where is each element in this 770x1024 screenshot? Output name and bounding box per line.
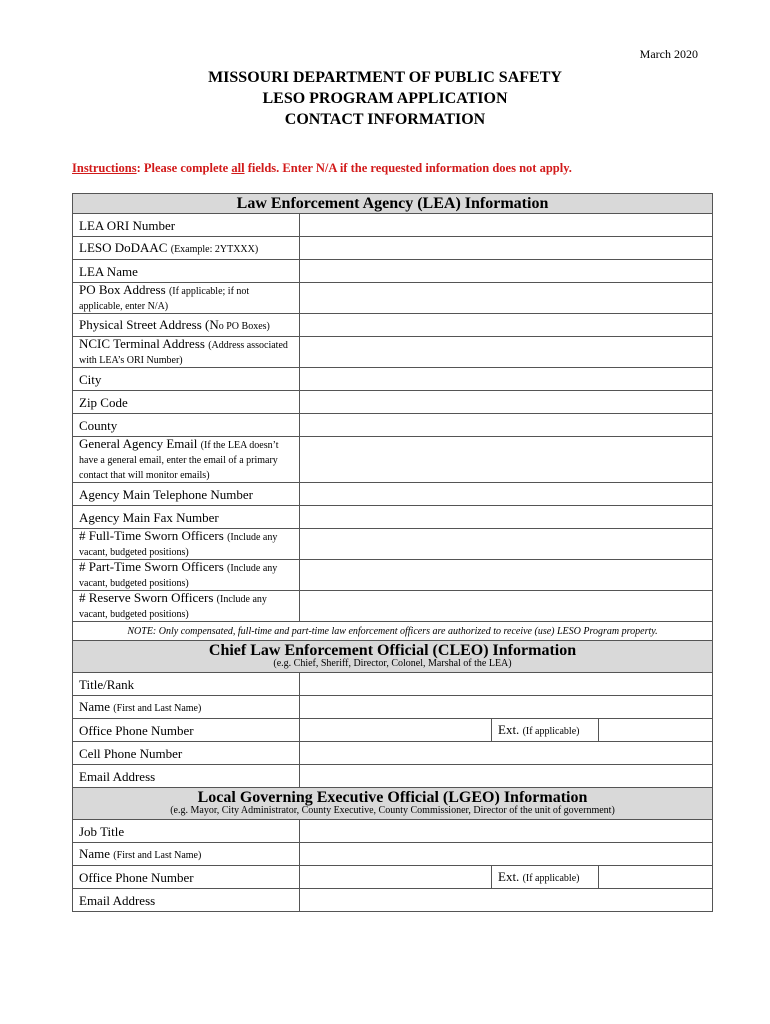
instructions-part2: fields. Enter N/A if the requested information does not apply. — [244, 161, 572, 175]
label-note: (First and Last Name) — [113, 702, 202, 714]
label-main: LEA ORI Number — [79, 217, 176, 233]
form-row — [73, 414, 713, 437]
county-field[interactable] — [300, 414, 713, 437]
field-label — [73, 529, 300, 560]
label-main: Agency Main Telephone Number — [79, 486, 253, 502]
agency-main-telephone-field[interactable] — [300, 483, 713, 506]
lea-ori-number-field[interactable] — [300, 214, 713, 237]
instructions-emphasis: all — [231, 161, 245, 175]
city-field[interactable] — [300, 368, 713, 391]
form-row — [73, 843, 713, 866]
cleo-title-rank-field[interactable] — [300, 673, 713, 696]
label-main: # Part-Time Sworn Officers — [79, 559, 228, 574]
label-main: General Agency Email — [79, 436, 201, 451]
label-main: LEA Name — [79, 263, 138, 279]
form-row — [73, 820, 713, 843]
label-note: (If the LEA doesn’t have a general email, enter the email of a primary contact that will monitor emails) — [79, 440, 279, 481]
field-label — [73, 314, 300, 337]
label-main: Ext. — [498, 721, 523, 737]
label-main: LESO DoDAAC — [79, 239, 171, 255]
field-label: Office Phone Number — [73, 719, 300, 742]
lgeo-office-phone-field[interactable] — [300, 866, 492, 889]
lea-name-field[interactable] — [300, 260, 713, 283]
field-label: Office Phone Number — [73, 866, 300, 889]
field-label — [73, 506, 300, 529]
title-line-2: LESO PROGRAM APPLICATION — [262, 90, 508, 107]
label-main: County — [79, 417, 118, 433]
field-label — [73, 696, 300, 719]
cleo-email-field[interactable] — [300, 765, 713, 788]
lea-note: NOTE: Only compensated, full-time and part-time law enforcement officers are authorized to receive (use) LESO Program property. — [73, 622, 713, 641]
label-note: (Include any vacant, budgeted positions) — [79, 563, 278, 589]
field-label — [73, 483, 300, 506]
lea-note-row — [73, 622, 713, 641]
form-row — [73, 337, 713, 368]
label-main: # Full-Time Sworn Officers — [79, 528, 228, 543]
field-label: Cell Phone Number — [73, 742, 300, 765]
lgeo-name-field[interactable] — [300, 843, 713, 866]
label-main: Agency Main Fax Number — [79, 509, 219, 525]
cleo-heading: Chief Law Enforcement Official (CLEO) Information — [208, 642, 577, 659]
field-label — [73, 591, 300, 622]
document-title — [0, 67, 770, 130]
form-row — [73, 889, 713, 912]
label-note: (Include any vacant, budgeted positions) — [79, 594, 267, 620]
lgeo-ext-field[interactable] — [599, 866, 713, 889]
label-note: (If applicable) — [522, 872, 580, 884]
cleo-office-phone-field[interactable] — [300, 719, 492, 742]
label-main: Zip Code — [79, 394, 128, 410]
po-box-address-field[interactable] — [300, 283, 713, 314]
form-row — [73, 560, 713, 591]
zip-code-field[interactable] — [300, 391, 713, 414]
label-main: PO Box Address — [79, 282, 169, 297]
field-label — [73, 368, 300, 391]
form-row — [73, 591, 713, 622]
form-row — [73, 529, 713, 560]
form-row — [73, 214, 713, 237]
form-row — [73, 719, 713, 742]
form-row — [73, 260, 713, 283]
field-label: Email Address — [73, 889, 300, 912]
title-line-1: MISSOURI DEPARTMENT OF PUBLIC SAFETY — [208, 69, 562, 86]
label-main: # Reserve Sworn Officers — [79, 590, 217, 605]
instructions-prefix: Instructions — [72, 161, 137, 175]
lgeo-section-header — [73, 788, 713, 820]
instructions — [72, 161, 572, 176]
part-time-sworn-officers-field[interactable] — [300, 560, 713, 591]
form-row — [73, 765, 713, 788]
label-main: Ext. — [498, 868, 523, 884]
lgeo-subheading: (e.g. Mayor, City Administrator, County Executive, County Commissioner, Director of the unit of government) — [170, 805, 615, 816]
field-label — [73, 237, 300, 260]
cleo-section-header — [73, 641, 713, 673]
label-note: (Address associated with LEA’s ORI Number) — [79, 340, 288, 366]
field-label — [73, 337, 300, 368]
form-row — [73, 673, 713, 696]
reserve-sworn-officers-field[interactable] — [300, 591, 713, 622]
lgeo-job-title-field[interactable] — [300, 820, 713, 843]
form-row — [73, 437, 713, 483]
field-label — [73, 560, 300, 591]
label-main: Physical Street Address (N — [79, 316, 219, 332]
lgeo-heading-cell — [73, 788, 713, 820]
label-main: City — [79, 371, 102, 387]
ncic-terminal-address-field[interactable] — [300, 337, 713, 368]
field-label — [73, 391, 300, 414]
label-note: (Example: 2YTXXX) — [170, 243, 259, 255]
lgeo-email-field[interactable] — [300, 889, 713, 912]
field-label: Email Address — [73, 765, 300, 788]
label-main: Name — [79, 845, 114, 861]
form-row — [73, 483, 713, 506]
form-row — [73, 866, 713, 889]
label-main: NCIC Terminal Address — [79, 336, 209, 351]
label-note: (If applicable) — [522, 725, 580, 737]
form-row — [73, 506, 713, 529]
field-label — [73, 283, 300, 314]
field-label — [73, 260, 300, 283]
form-row — [73, 314, 713, 337]
form-row — [73, 742, 713, 765]
physical-street-address-field[interactable] — [300, 314, 713, 337]
field-label: Title/Rank — [73, 673, 300, 696]
form-row — [73, 696, 713, 719]
full-time-sworn-officers-field[interactable] — [300, 529, 713, 560]
field-label — [492, 866, 599, 889]
lea-heading: Law Enforcement Agency (LEA) Information — [73, 194, 713, 214]
field-label — [73, 843, 300, 866]
contact-form-table — [72, 193, 713, 912]
field-label: Job Title — [73, 820, 300, 843]
form-row — [73, 237, 713, 260]
general-agency-email-field[interactable] — [300, 437, 713, 483]
leso-dodaac-field[interactable] — [300, 237, 713, 260]
cleo-heading-cell — [73, 641, 713, 673]
field-label — [492, 719, 599, 742]
form-row — [73, 391, 713, 414]
cleo-ext-field[interactable] — [599, 719, 713, 742]
cleo-name-field[interactable] — [300, 696, 713, 719]
label-note: (First and Last Name) — [113, 849, 202, 861]
form-row — [73, 368, 713, 391]
lea-section-header — [73, 194, 713, 214]
form-date: March 2020 — [639, 47, 698, 61]
lgeo-heading: Local Governing Executive Official (LGEO) Information — [197, 789, 588, 806]
field-label — [73, 437, 300, 483]
instructions-part1: : Please complete — [136, 161, 232, 175]
label-note: (If applicable; if not applicable, enter N/A) — [79, 286, 250, 312]
label-note: o PO Boxes) — [218, 320, 270, 332]
field-label — [73, 414, 300, 437]
agency-main-fax-field[interactable] — [300, 506, 713, 529]
label-main: Name — [79, 698, 114, 714]
cleo-subheading: (e.g. Chief, Sheriff, Director, Colonel, Marshal of the LEA) — [273, 658, 512, 669]
label-note: (Include any vacant, budgeted positions) — [79, 532, 278, 558]
cleo-cell-phone-field[interactable] — [300, 742, 713, 765]
form-row — [73, 283, 713, 314]
title-line-3: CONTACT INFORMATION — [284, 111, 486, 128]
field-label — [73, 214, 300, 237]
